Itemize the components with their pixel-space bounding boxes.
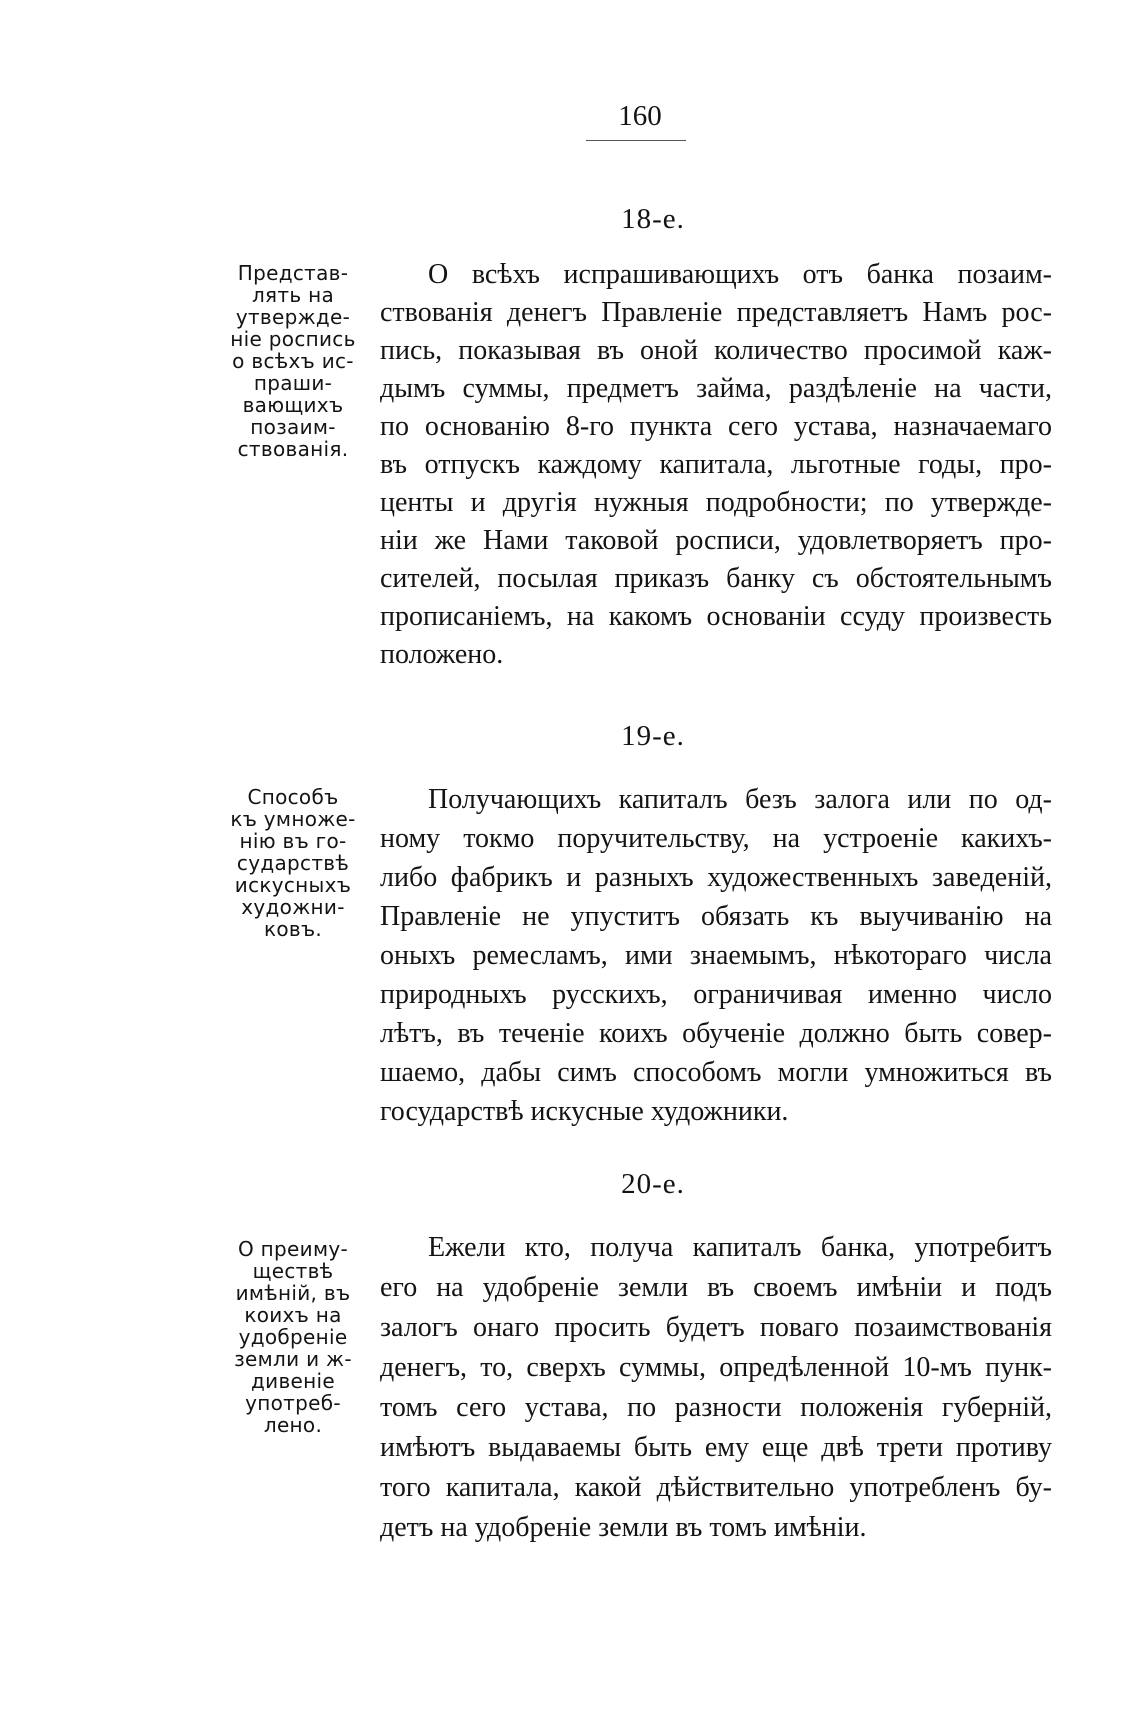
article-heading-19: 19-е. bbox=[621, 720, 685, 752]
text-line: пись, показывая въ оной количество просимой каж- bbox=[380, 335, 1052, 366]
text-line: природныхъ русскихъ, ограничивая именно число bbox=[380, 979, 1052, 1010]
text-line: детъ на удобреніе земли въ томъ имѣніи. bbox=[380, 1512, 867, 1543]
margin-note-line: вающихъ bbox=[242, 393, 344, 417]
article-text-18 bbox=[380, 256, 1052, 674]
text-line: сителей, посылая приказъ банку съ обстоятельнымъ bbox=[380, 563, 1052, 594]
margin-note-line: ковъ. bbox=[263, 917, 323, 941]
text-line: О всѣхъ испрашивающихъ отъ банка позаим- bbox=[428, 259, 1052, 290]
margin-note-line: праши- bbox=[253, 371, 333, 395]
margin-note-line: о всѣхъ ис- bbox=[232, 349, 354, 373]
text-line: центы и другія нужныя подробности; по утвержде- bbox=[380, 487, 1052, 518]
text-line: въ отпускъ каждому капитала, льготные годы, про- bbox=[380, 449, 1052, 480]
margin-note-line: утвержде- bbox=[235, 305, 351, 329]
text-line: оныхъ ремесламъ, ими знаемымъ, нѣкотораго числа bbox=[380, 940, 1052, 971]
margin-note-line: употреб- bbox=[245, 1391, 341, 1415]
text-line: залогъ онаго просить будетъ поваго позаимствованія bbox=[380, 1312, 1052, 1343]
margin-note-line: ствованія. bbox=[237, 437, 349, 461]
text-line: либо фабрикъ и разныхъ художественныхъ заведеній, bbox=[380, 862, 1052, 893]
text-line: имѣютъ выдаваемы быть ему еще двѣ трети противу bbox=[380, 1432, 1052, 1463]
margin-note-line: искусныхъ bbox=[234, 873, 352, 897]
text-line: шаемо, дабы симъ способомъ могли умножиться въ bbox=[380, 1057, 1052, 1088]
margin-note-line: Представ- bbox=[237, 261, 349, 285]
margin-note-line: коихъ на bbox=[244, 1303, 342, 1327]
text-line: государствѣ искусные художники. bbox=[380, 1096, 789, 1127]
text-line: ствованія денегъ Правленіе представляетъ Намъ рос- bbox=[380, 297, 1052, 328]
text-line: томъ сего устава, по разности положенія губерній, bbox=[380, 1392, 1052, 1423]
margin-note-19 bbox=[218, 786, 368, 940]
margin-note-line: позаим- bbox=[250, 415, 336, 439]
margin-note-line: къ умноже- bbox=[230, 807, 356, 831]
article-heading-20: 20-е. bbox=[621, 1168, 685, 1200]
margin-note-line: ществѣ bbox=[252, 1259, 334, 1283]
margin-note-line: дивеніе bbox=[251, 1369, 335, 1393]
text-line: положено. bbox=[380, 639, 504, 670]
margin-note-line: лять на bbox=[251, 283, 335, 307]
text-line: ному токмо поручительству, на устроеніе какихъ- bbox=[380, 823, 1052, 854]
margin-note-line: Способъ bbox=[247, 785, 339, 809]
text-line: денегъ, то, сверхъ суммы, опредѣленной 10-мъ пунк- bbox=[380, 1352, 1052, 1383]
text-line: Правленіе не упуститъ обязать къ выучиванію на bbox=[380, 901, 1052, 932]
page-number: 160 bbox=[618, 100, 662, 132]
text-line: Получающихъ капиталъ безъ залога или по од- bbox=[428, 784, 1052, 815]
margin-note-line: сударствѣ bbox=[236, 851, 350, 875]
text-line: лѣтъ, въ теченіе коихъ обученіе должно быть совер- bbox=[380, 1018, 1052, 1049]
text-line: Ежели кто, получа капиталъ банка, употребитъ bbox=[428, 1232, 1052, 1263]
text-line: по основанію 8-го пункта сего устава, назначаемаго bbox=[380, 411, 1052, 442]
margin-note-line: художни- bbox=[241, 895, 345, 919]
article-text-19 bbox=[380, 780, 1052, 1131]
margin-note-line: нію въ го- bbox=[239, 829, 347, 853]
margin-note-line: ніе роспись bbox=[230, 327, 356, 351]
article-text-20 bbox=[380, 1228, 1052, 1548]
margin-note-18 bbox=[218, 262, 368, 460]
text-line: его на удобреніе земли въ своемъ имѣніи и подъ bbox=[380, 1272, 1052, 1303]
page-number-rule bbox=[586, 140, 686, 141]
margin-note-line: удобреніе bbox=[238, 1325, 348, 1349]
margin-note-line: О преиму- bbox=[237, 1237, 348, 1261]
margin-note-line: имѣній, въ bbox=[235, 1281, 351, 1305]
margin-note-line: лено. bbox=[263, 1413, 323, 1437]
text-line: ніи же Нами таковой росписи, удовлетворяетъ про- bbox=[380, 525, 1052, 556]
text-line: того капитала, какой дѣйствительно употребленъ бу- bbox=[380, 1472, 1052, 1503]
article-heading-18: 18-е. bbox=[621, 203, 685, 235]
margin-note-20 bbox=[218, 1238, 368, 1436]
margin-note-line: земли и ж- bbox=[234, 1347, 352, 1371]
text-line: прописаніемъ, на какомъ основаніи ссуду произвесть bbox=[380, 601, 1052, 632]
text-line: дымъ суммы, предметъ займа, раздѣленіе на части, bbox=[380, 373, 1052, 404]
